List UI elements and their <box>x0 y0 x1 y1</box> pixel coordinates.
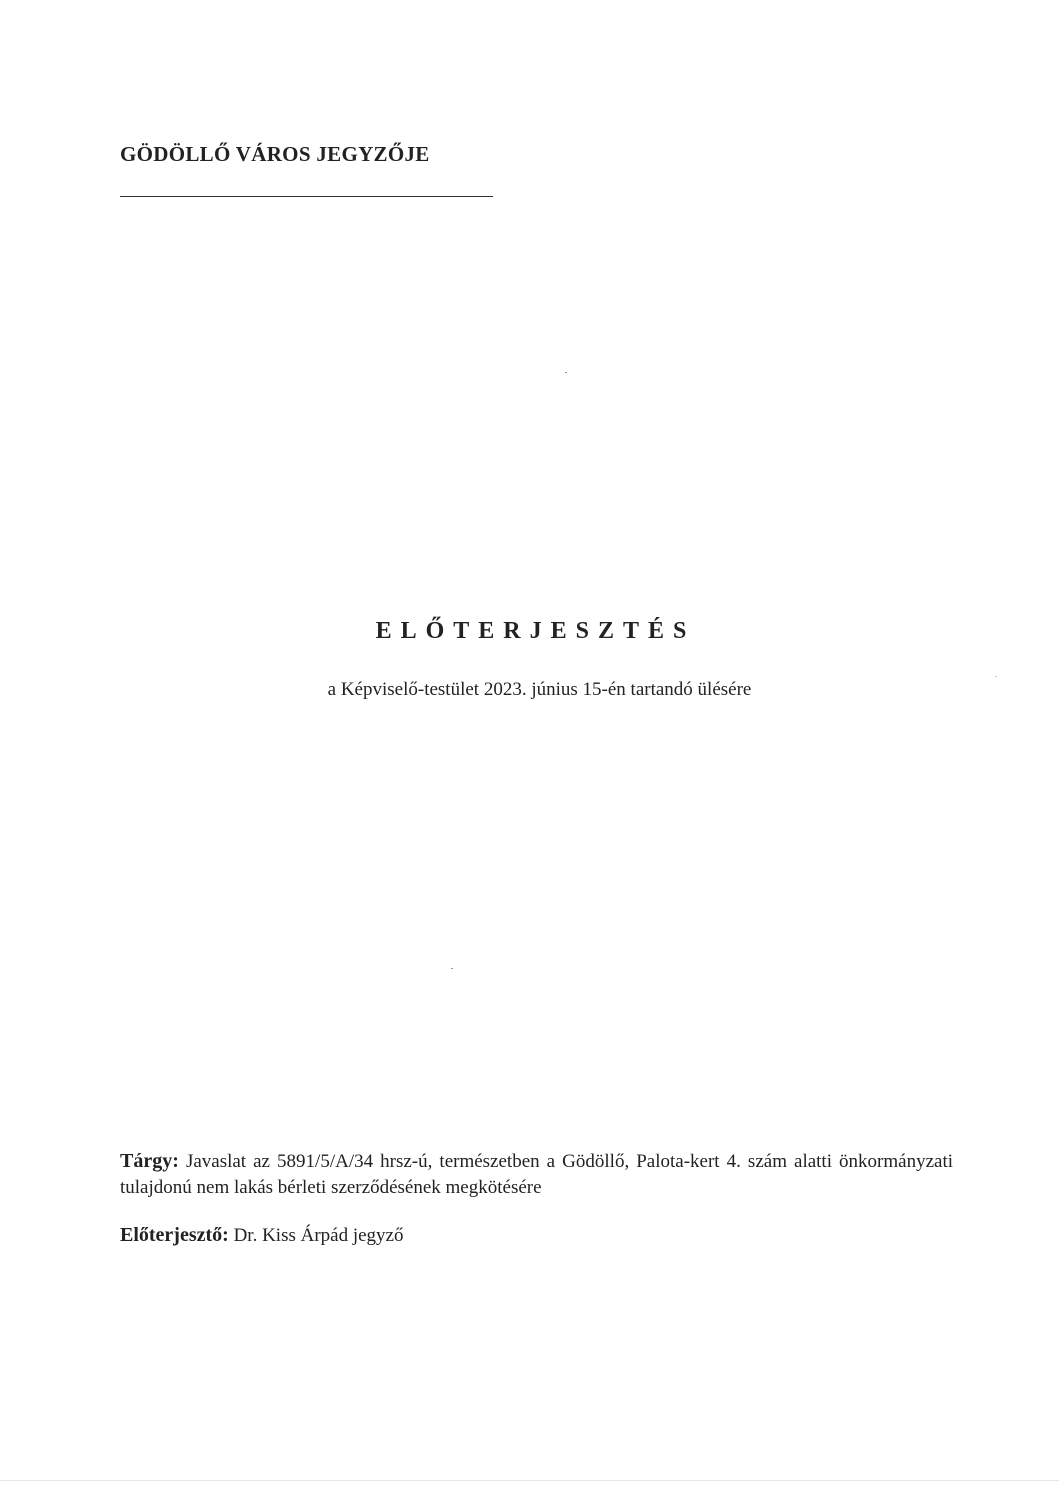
scan-speck <box>451 968 453 969</box>
presenter-name: Dr. Kiss Árpád jegyző <box>233 1225 404 1246</box>
issuer-underline <box>120 196 493 197</box>
document-title: ELŐTERJESZTÉS <box>375 618 696 644</box>
scan-speck <box>565 372 567 373</box>
subject-text: Javaslat az 5891/5/A/34 hrsz-ú, természetben a Gödöllő, Palota-kert 4. szám alatti önkormányzati tulajdonú nem lakás bérleti szerződésének megkötésére <box>120 1151 954 1198</box>
scan-speck <box>995 676 997 677</box>
presenter-label: Előterjesztő: <box>120 1224 229 1246</box>
document-subtitle: a Képviselő-testület 2023. június 15-én tartandó ülésére <box>327 679 752 700</box>
subject-block <box>120 1148 953 1201</box>
issuer-heading: GÖDÖLLŐ VÁROS JEGYZŐJE <box>120 142 430 166</box>
subject-label: Tárgy: <box>120 1150 179 1172</box>
page-edge-line <box>0 1480 1059 1481</box>
presenter-block <box>120 1224 404 1247</box>
